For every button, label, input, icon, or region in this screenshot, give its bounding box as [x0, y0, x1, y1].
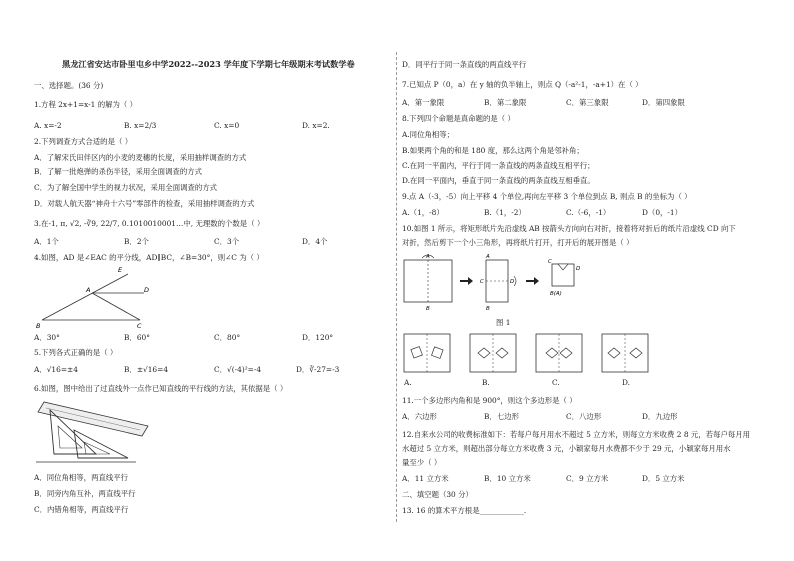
q7-option-c: C．第三象限 [566, 98, 609, 107]
q10-stem-line2: 对折，然后剪下一个小三角形，再将纸片打开，打开后的展开图是（ ） [402, 238, 634, 247]
label-e: E [118, 266, 123, 274]
q11-option-a: A．六边形 [402, 412, 437, 421]
q4-option-d: D．120° [302, 333, 334, 342]
fig-label-c2: C [548, 259, 552, 265]
fold-arrow-2 [514, 276, 516, 286]
q10-answer-figures [402, 332, 774, 376]
q6-option-a: A．同位角相等，两直线平行 [34, 473, 129, 482]
q9-option-b: B.（1，-2） [484, 208, 526, 217]
q10-figure-caption: 图 1 [496, 318, 511, 327]
set-square-lower-inner [84, 442, 110, 454]
q11-option-c: C．八边形 [566, 412, 602, 421]
q12-option-d: D．5 立方米 [642, 474, 685, 483]
q11-option-b: B．七边形 [484, 412, 519, 421]
q3-option-b: B．2个 [124, 237, 149, 246]
q9-option-a: A.（1，-8） [402, 208, 444, 217]
ruler-edge [46, 408, 140, 430]
q13-stem: 13. 16 的算术平方根是____________. [402, 506, 527, 515]
q4-angle-figure [34, 264, 184, 330]
q6-option-b: B．同旁内角互补，两直线平行 [34, 489, 136, 498]
q6-option-d: D．同平行于同一条直线的两直线平行 [402, 60, 527, 69]
q12-stem-line2: 水超过 5 立方米，则超出部分每立方米收费 3 元，小颖家每月水费都不少于 29 元，小颖家每月用水 [402, 444, 731, 453]
exam-title: 黑龙江省安达市卧里屯乡中学2022--2023 学年度下学期七年级期末考试数学卷 [62, 59, 355, 69]
q6-stem: 6.如图，图中给出了过直线外一点作已知直线的平行线的方法，其依据是（ ） [34, 384, 288, 393]
answer-fig-c [536, 334, 582, 372]
q10-option-b: B. [482, 378, 490, 387]
fig-label-d: D [510, 279, 515, 285]
q5-option-d: D．∛-27=-3 [296, 365, 340, 374]
q1-option-d: D. x=2. [302, 121, 330, 130]
label-c: C [137, 322, 142, 330]
label-d: D [144, 286, 150, 294]
q3-option-d: D．4个 [302, 237, 328, 246]
q10-option-c: C. [552, 378, 560, 387]
fig-label-c: C [480, 279, 484, 285]
q7-option-d: D．第四象限 [642, 98, 685, 107]
q10-fold-figure [402, 250, 612, 316]
q8-option-b: B.如果两个角的和是 180 度，那么这两个角是邻补角； [402, 146, 584, 155]
q10-option-d: D. [622, 378, 631, 387]
q1-stem: 1.方程 2x+1=x-1 的解为（ ） [34, 100, 138, 109]
q2-option-d: D．对载人航天器“神舟十六号”零部件的检查，采用抽样调查的方式 [34, 199, 255, 208]
fig-label-ba: B(A) [550, 291, 562, 297]
q2-stem: 2.下列调查方式合适的是（ ） [34, 137, 133, 146]
q9-stem: 9.点 A（-3，-5）向上平移 4 个单位,再向左平移 3 个单位到点 B, 则点 B 的坐标为（ ） [402, 192, 692, 201]
q1-option-a: A. x=-2 [34, 121, 62, 130]
q12-option-c: C．9 立方米 [566, 474, 609, 483]
q12-stem-line1: 12.自来水公司的收费标准如下：若每户每月用水不超过 5 立方米，则每立方米收费 2 8 元，若每户每月用 [402, 430, 751, 439]
answer-fig-d [602, 334, 648, 372]
fig-label-b1: B [426, 306, 430, 312]
fig-label-a1: A [426, 254, 430, 260]
q12-option-a: A．11 立方米 [402, 474, 449, 483]
q3-option-c: C．3个 [214, 237, 240, 246]
q8-option-c: C.在同一平面内，平行于同一条直线的两条直线互相平行； [402, 161, 595, 170]
section-choice-heading: 一、选择题。(36 分) [34, 81, 104, 90]
q5-stem: 5.下列各式正确的是（ ） [34, 348, 118, 357]
q1-option-c: C. x=0 [214, 121, 240, 130]
q8-option-d: D.在同一平面内，垂直于同一条直线的两条直线互相垂直。 [402, 176, 595, 185]
q11-option-d: D．九边形 [642, 412, 678, 421]
column-divider [396, 52, 397, 522]
answer-fig-a [404, 334, 450, 372]
q4-option-a: A．30° [34, 333, 60, 342]
q3-option-a: A．1个 [34, 237, 59, 246]
q7-option-a: A．第一象限 [402, 98, 445, 107]
q7-option-b: B．第二象限 [484, 98, 527, 107]
arrow-right-2 [526, 277, 539, 285]
q8-stem: 8.下列四个命题是真命题的是（ ） [402, 114, 515, 123]
q12-option-b: B．10 立方米 [484, 474, 531, 483]
q11-stem: 11.一个多边形内角和是 900°，则这个多边形是（ ） [402, 396, 577, 405]
q3-stem: 3.在-1, π, √2, -∛9, 22/7, 0.1010010001…中, 无理数的个数是（ ） [34, 219, 265, 228]
fig-label-d2: D [576, 266, 581, 272]
paper-rect-2 [486, 260, 508, 302]
arrow-right-1 [460, 277, 473, 285]
label-b: B [36, 322, 41, 330]
q7-stem: 7.已知点 P（0，a）在 y 轴的负半轴上，则点 Q（-a²-1，-a+1）在（ ） [402, 80, 643, 89]
q5-option-c: C．√(-4)²=-4 [214, 365, 262, 374]
q5-option-a: A．√16=±4 [34, 365, 78, 374]
fig-label-a2: A [486, 254, 490, 260]
section-fill-heading: 二、填空题（30 分） [402, 490, 473, 499]
q6-ruler-figure [36, 396, 154, 464]
line-ac [92, 293, 140, 320]
answer-fig-b [470, 334, 516, 372]
q4-option-b: B．60° [124, 333, 150, 342]
q9-option-c: C.（-6，-1） [566, 208, 611, 217]
q2-option-a: A．了解宋氏田伴区内的小麦的麦穗的长度，采用抽样调查的方式 [34, 153, 247, 162]
q4-option-c: C．80° [214, 333, 241, 342]
q5-option-b: B．±√16=4 [124, 365, 169, 374]
q4-stem: 4.如图，AD 是∠EAC 的平分线，AD∥BC，∠B=30°，则∠C 为（ ） [34, 253, 264, 262]
cut-triangle [558, 264, 568, 270]
q10-stem-line1: 10.如图 1 所示，将矩形纸片先沿虚线 AB 按箭头方向向右对折，接着将对折后的纸片沿虚线 CD 向下 [402, 224, 736, 233]
q10-option-a: A. [404, 378, 412, 387]
q6-option-c: C．内错角相等，两直线平行 [34, 505, 129, 514]
q9-option-d: D（0，-1） [642, 208, 682, 217]
q2-option-c: C．为了解全国中学生的视力状况，采用全面调查的方式 [34, 183, 218, 192]
fig-label-b2: B [486, 306, 490, 312]
line-ba-extended [42, 274, 128, 320]
q1-option-b: B. x=2/3 [124, 121, 157, 130]
q12-stem-line3: 量至少（ ） [402, 458, 442, 467]
label-a: A [86, 286, 91, 294]
q2-option-b: B．了解一批炮弹的杀伤半径，采用全面调查的方式 [34, 167, 203, 176]
q8-option-a: A.同位角相等； [402, 130, 455, 139]
